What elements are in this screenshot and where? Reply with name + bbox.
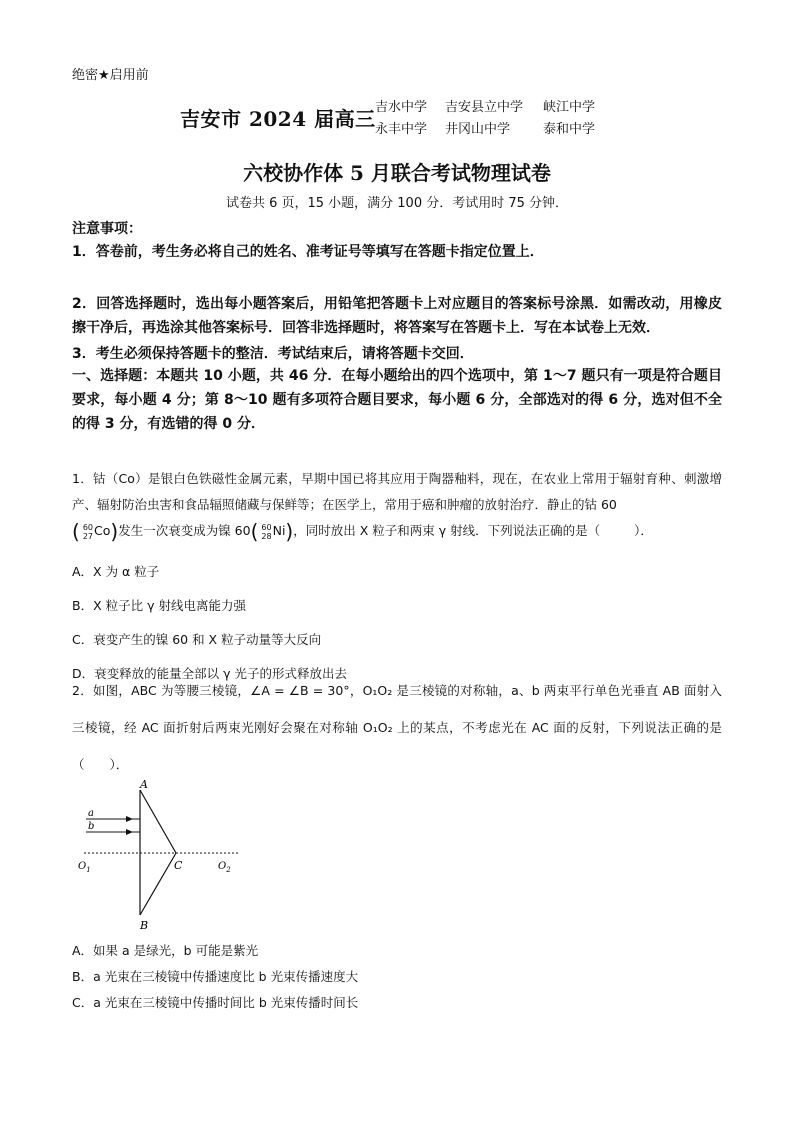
label-o1: $O_1$ xyxy=(78,861,91,874)
label-ray-a: a xyxy=(88,808,94,819)
school-name: 井冈山中学 xyxy=(445,122,511,137)
note-item-2: 2．回答选择题时，选出每小题答案后，用铅笔把答题卡上对应题目的答案标号涂黑．如需改动，用橡皮擦干净后，再选涂其他答案标号．回答非选择题时，将答案写在答题卡上．写在本试卷上无效． xyxy=(72,296,722,336)
co-mass: 60 xyxy=(82,522,93,532)
section1-instructions: 一、选择题：本题共 10 小题，共 46 分．在每小题给出的四个选项中，第 1～7 题只有一项是符合题目要求，每小题 4 分；第 8～10 题有多项符合题目要求，每小题 6 分，全部选对的得 6 分，选对但不全的得 3 分，有选错的得 0 分． xyxy=(72,368,722,432)
exam-title: 六校协作体 5 月联合考试物理试卷 xyxy=(243,161,551,185)
question-2: 2．如图，ABC 为等腰三棱镜，∠A = ∠B = 30°，O₁O₂ 是三棱镜的对称轴，a、b 两束平行单色光垂直 AB 面射入三棱镜，经 AC 面折射后两束光刚好会聚在对称轴 O₁O₂ 上的某点，不考虑光在 AC 面的反射，下列说法正确的是（ ）． xyxy=(72,683,722,772)
q1-text-b: 发生一次衰变成为镍 60 xyxy=(118,523,251,538)
isotope-paren-open: ( xyxy=(250,519,259,544)
label-o2: $O_2$ xyxy=(218,861,231,874)
note-item-1: 1．答卷前，考生务必将自己的姓名、准考证号等填写在答题卡指定位置上． xyxy=(72,244,544,260)
isotope-paren-close: ) xyxy=(285,519,294,544)
q1-text-c: ，同时放出 X 粒子和两束 γ 射线．下列说法正确的是（ xyxy=(293,523,601,538)
ni-symbol: Ni xyxy=(272,523,286,538)
note-item-3: 3．考生必须保持答题卡的整洁．考试结束后，请将答题卡交回． xyxy=(72,346,474,362)
label-ray-b: b xyxy=(88,821,95,832)
isotope-ni xyxy=(261,523,271,541)
label-b-vertex: B xyxy=(140,919,149,932)
isotope-co xyxy=(83,523,93,541)
prism-figure xyxy=(78,775,258,939)
ray-a-arrow xyxy=(126,816,133,822)
school-name: 峡江中学 xyxy=(543,100,596,115)
isotope-paren-open: ( xyxy=(72,519,80,544)
secret-label: 绝密★启用前 xyxy=(72,68,149,83)
school-row-2 xyxy=(375,118,613,140)
ray-b-arrow xyxy=(126,829,133,835)
q1-option-c: C．衰变产生的镍 60 和 X 粒子动量等大反向 xyxy=(72,632,322,647)
prism-diagram xyxy=(78,775,258,935)
question-1 xyxy=(72,466,722,545)
q2-option-a: A．如果 a 是绿光，b 可能是紫光 xyxy=(72,943,259,958)
q1-text-d: ）． xyxy=(634,523,653,538)
notes-heading: 注意事项： xyxy=(72,221,142,237)
q1-option-a: A．X 为 α 粒子 xyxy=(72,564,160,579)
ni-mass: 60 xyxy=(261,522,272,532)
school-name: 永丰中学 xyxy=(375,122,428,137)
school-name: 吉安县立中学 xyxy=(445,100,524,115)
q2-option-c: C．a 光束在三棱镜中传播时间比 b 光束传播时间长 xyxy=(72,995,359,1010)
q2-option-b: B．a 光束在三棱镜中传播速度比 b 光束传播速度大 xyxy=(72,969,359,984)
city-title: 吉安市 2024 届高三 xyxy=(180,107,376,131)
prism-side-ac xyxy=(140,790,176,853)
label-c-vertex: C xyxy=(174,859,183,872)
school-name: 泰和中学 xyxy=(543,122,596,137)
ni-z: 28 xyxy=(261,531,272,541)
co-symbol: Co xyxy=(94,523,111,538)
label-a-vertex: A xyxy=(140,778,148,791)
co-z: 27 xyxy=(82,531,93,541)
prism-side-bc xyxy=(140,853,176,915)
exam-info: 试卷共 6 页，15 小题，满分 100 分．考试用时 75 分钟． xyxy=(225,196,569,211)
q1-option-b: B．X 粒子比 γ 射线电离能力强 xyxy=(72,598,246,613)
q1-text-a: 1．钴（Co）是银白色铁磁性金属元素，早期中国已将其应用于陶器釉料，现在，在农业上常用于辐射育种、刺激增产、辐射防治虫害和食品辐照储藏与保鲜等；在医学上，常用于癌和肿瘤的放射治疗．静止的钴 60 xyxy=(72,471,722,512)
school-name: 吉水中学 xyxy=(375,100,428,115)
school-list xyxy=(375,96,613,140)
q1-option-d: D．衰变释放的能量全部以 γ 光子的形式释放出去 xyxy=(72,666,347,681)
isotope-paren-close: ) xyxy=(110,519,119,544)
school-row-1 xyxy=(375,96,613,118)
